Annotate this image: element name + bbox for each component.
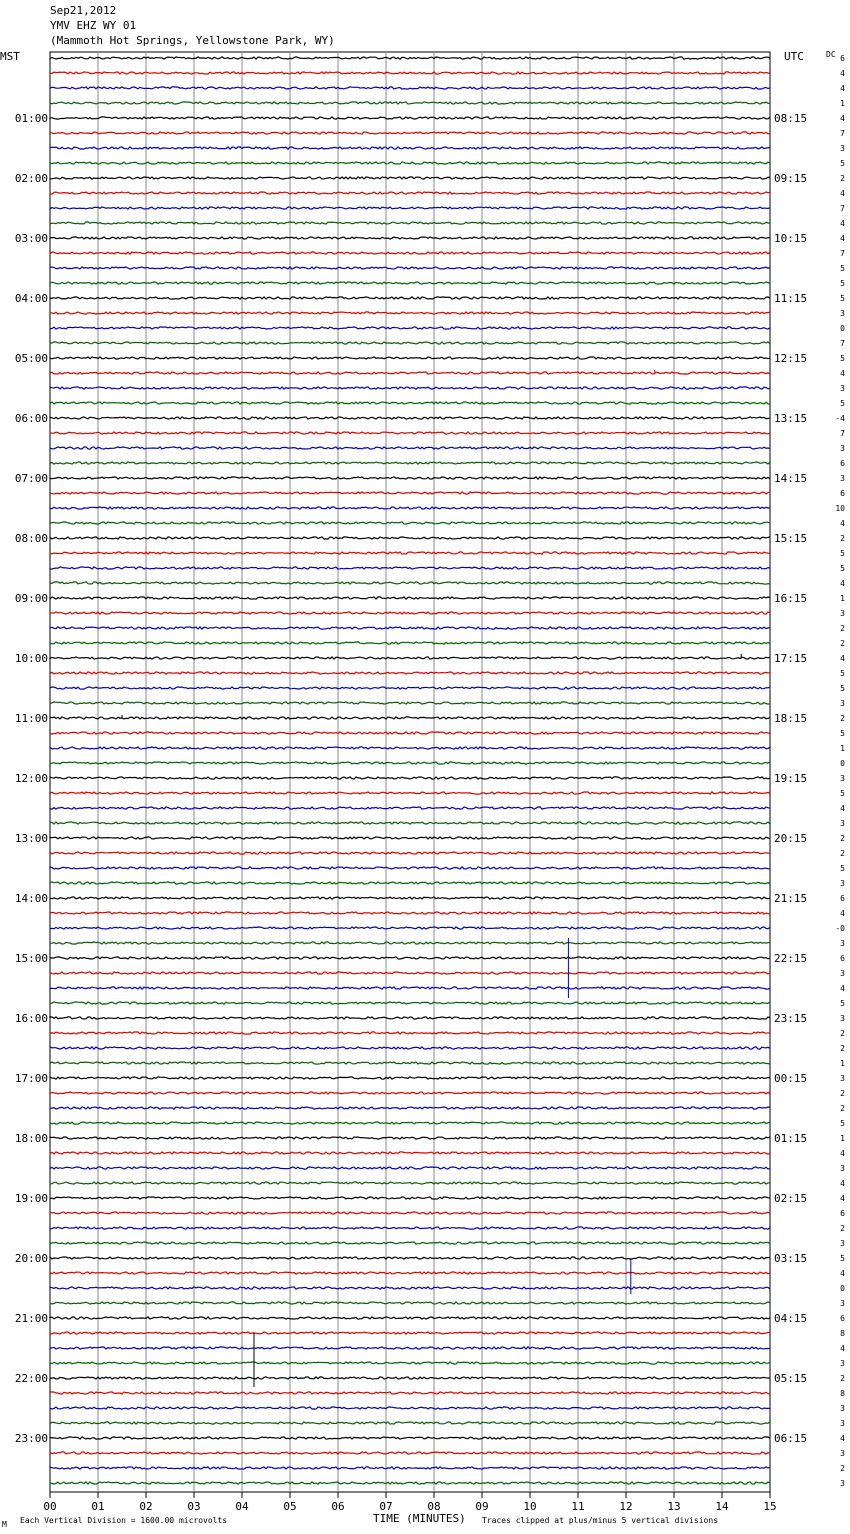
dc-offset-label: 2 xyxy=(840,714,845,723)
trace-line xyxy=(50,1407,770,1409)
trace-line xyxy=(50,282,770,284)
left-hour-label: 02:00 xyxy=(14,172,48,185)
trace-line xyxy=(50,432,770,434)
trace-line xyxy=(50,402,770,404)
dc-offset-label: 4 xyxy=(840,369,845,378)
trace-line xyxy=(50,357,770,359)
left-hour-label: 11:00 xyxy=(14,712,48,725)
x-axis-label: TIME (MINUTES) xyxy=(373,1512,466,1525)
trace-line xyxy=(50,867,770,869)
right-hour-label: 18:15 xyxy=(774,712,808,725)
trace-line xyxy=(50,177,770,179)
dc-offset-label: 3 xyxy=(840,474,845,483)
trace-line xyxy=(50,1257,770,1259)
trace-line xyxy=(50,492,770,494)
dc-offset-label: 2 xyxy=(840,1089,845,1098)
dc-offset-label: 5 xyxy=(840,729,845,738)
dc-offset-label: 7 xyxy=(840,249,845,258)
dc-offset-label: 4 xyxy=(840,984,845,993)
dc-offset-label: 5 xyxy=(840,999,845,1008)
dc-offset-label: 5 xyxy=(840,399,845,408)
dc-offset-label: 3 xyxy=(840,819,845,828)
dc-offset-label: 3 xyxy=(840,444,845,453)
left-hour-label: 04:00 xyxy=(14,292,48,305)
right-hour-label: 09:15 xyxy=(774,172,808,185)
dc-offset-label: 3 xyxy=(840,1239,845,1248)
dc-offset-label: 4 xyxy=(840,1194,845,1203)
dc-offset-label: 2 xyxy=(840,1104,845,1113)
trace-line xyxy=(50,1482,770,1484)
trace-line xyxy=(50,117,770,119)
dc-offset-label: 6 xyxy=(840,1314,845,1323)
dc-offset-label: 5 xyxy=(840,1119,845,1128)
dc-offset-label: 1 xyxy=(840,744,845,753)
left-hour-label: 08:00 xyxy=(14,532,48,545)
trace-line xyxy=(50,1332,770,1334)
dc-offset-label: 4 xyxy=(840,654,845,663)
x-tick-label: 03 xyxy=(187,1500,201,1513)
dc-offset-label: 6 xyxy=(840,1209,845,1218)
left-hour-label: 01:00 xyxy=(14,112,48,125)
trace-line xyxy=(50,777,770,779)
trace-line xyxy=(50,1227,770,1229)
trace-line xyxy=(50,1287,770,1289)
trace-line xyxy=(50,147,770,149)
trace-line xyxy=(50,1467,770,1469)
x-tick-label: 02 xyxy=(139,1500,153,1513)
dc-offset-label: 4 xyxy=(840,114,845,123)
x-tick-label: 07 xyxy=(379,1500,393,1513)
dc-offset-label: 2 xyxy=(840,639,845,648)
trace-line xyxy=(50,1392,770,1394)
trace-line xyxy=(50,222,770,224)
dc-offset-label: 3 xyxy=(840,309,845,318)
dc-offset-label: 7 xyxy=(840,339,845,348)
trace-line xyxy=(50,267,770,269)
dc-offset-label: 2 xyxy=(840,624,845,633)
trace-line xyxy=(50,192,770,194)
trace-line xyxy=(50,1437,770,1439)
x-tick-label: 15 xyxy=(763,1500,777,1513)
right-hour-label: 08:15 xyxy=(774,112,808,125)
right-hour-label: 17:15 xyxy=(774,652,808,665)
dc-offset-label: 8 xyxy=(840,1389,845,1398)
trace-line xyxy=(50,672,770,674)
dc-offset-label: 4 xyxy=(840,189,845,198)
dc-offset-label: 4 xyxy=(840,234,845,243)
trace-line xyxy=(50,1242,770,1244)
header-location: (Mammoth Hot Springs, Yellowstone Park, WY) xyxy=(50,34,335,47)
trace-line xyxy=(50,57,770,59)
left-hour-label: 10:00 xyxy=(14,652,48,665)
dc-offset-label: 4 xyxy=(840,69,845,78)
left-hour-label: 05:00 xyxy=(14,352,48,365)
trace-line xyxy=(50,927,770,929)
dc-offset-label: 5 xyxy=(840,159,845,168)
dc-offset-label: 3 xyxy=(840,699,845,708)
x-tick-label: 06 xyxy=(331,1500,345,1513)
dc-offset-label: 4 xyxy=(840,909,845,918)
dc-offset-label: 0 xyxy=(840,759,845,768)
trace-line xyxy=(50,522,770,524)
trace-line xyxy=(50,1002,770,1004)
trace-line xyxy=(50,132,770,134)
x-tick-label: 14 xyxy=(715,1500,729,1513)
left-hour-label: 16:00 xyxy=(14,1012,48,1025)
dc-offset-label: 0 xyxy=(840,324,845,333)
left-hour-label: 13:00 xyxy=(14,832,48,845)
x-tick-label: 09 xyxy=(475,1500,489,1513)
dc-offset-label: 6 xyxy=(840,54,845,63)
dc-offset-label: 4 xyxy=(840,519,845,528)
right-hour-label: 04:15 xyxy=(774,1312,808,1325)
trace-line xyxy=(50,252,770,254)
dc-offset-label: 3 xyxy=(840,1449,845,1458)
trace-line xyxy=(50,1032,770,1034)
dc-offset-label: 5 xyxy=(840,549,845,558)
trace-line xyxy=(50,627,770,629)
dc-offset-label: 1 xyxy=(840,99,845,108)
left-hour-label: 09:00 xyxy=(14,592,48,605)
trace-line xyxy=(50,1152,770,1154)
dc-offset-label: 2 xyxy=(840,834,845,843)
dc-offset-label: 1 xyxy=(840,1134,845,1143)
dc-offset-label: 5 xyxy=(840,279,845,288)
left-hour-label: 12:00 xyxy=(14,772,48,785)
trace-line xyxy=(50,87,770,89)
dc-offset-label: 3 xyxy=(840,1479,845,1488)
left-hour-label: 20:00 xyxy=(14,1252,48,1265)
dc-offset-label: 0 xyxy=(840,1284,845,1293)
right-hour-label: 00:15 xyxy=(774,1072,808,1085)
left-hour-label: 14:00 xyxy=(14,892,48,905)
trace-line xyxy=(50,897,770,899)
left-hour-label: 21:00 xyxy=(14,1312,48,1325)
trace-line xyxy=(50,327,770,329)
dc-offset-label: 3 xyxy=(840,774,845,783)
x-tick-label: 01 xyxy=(91,1500,105,1513)
trace-line xyxy=(50,552,770,554)
dc-offset-label: 10 xyxy=(835,504,845,513)
trace-line xyxy=(50,762,770,764)
trace-line xyxy=(50,1017,770,1019)
trace-line xyxy=(50,1137,770,1139)
trace-line xyxy=(50,747,770,749)
dc-offset-label: -4 xyxy=(835,414,845,423)
trace-line xyxy=(50,1302,770,1304)
right-hour-label: 14:15 xyxy=(774,472,808,485)
dc-offset-label: 3 xyxy=(840,609,845,618)
dc-offset-label: 4 xyxy=(840,579,845,588)
trace-line xyxy=(50,1182,770,1184)
right-hour-label: 22:15 xyxy=(774,952,808,965)
header-date: Sep21,2012 xyxy=(50,4,117,17)
left-hour-label: 22:00 xyxy=(14,1372,48,1385)
trace-line xyxy=(50,612,770,614)
trace-line xyxy=(50,567,770,569)
dc-offset-label: 3 xyxy=(840,144,845,153)
dc-offset-label: 2 xyxy=(840,174,845,183)
trace-line xyxy=(50,822,770,824)
dc-offset-label: 4 xyxy=(840,1269,845,1278)
trace-line xyxy=(50,297,770,299)
dc-offset-label: 5 xyxy=(840,789,845,798)
dc-offset-label: 4 xyxy=(840,1179,845,1188)
dc-offset-label: 3 xyxy=(840,879,845,888)
left-hour-label: 23:00 xyxy=(14,1432,48,1445)
trace-line xyxy=(50,162,770,164)
trace-line xyxy=(50,837,770,839)
trace-line xyxy=(50,387,770,389)
dc-offset-label: 3 xyxy=(840,1419,845,1428)
dc-offset-label: 3 xyxy=(840,1299,845,1308)
right-hour-label: 15:15 xyxy=(774,532,808,545)
x-tick-label: 11 xyxy=(571,1500,585,1513)
dc-offset-label: 2 xyxy=(840,534,845,543)
dc-offset-label: 3 xyxy=(840,969,845,978)
trace-line xyxy=(50,1107,770,1109)
dc-offset-label: 3 xyxy=(840,1164,845,1173)
right-hour-label: 11:15 xyxy=(774,292,808,305)
trace-line xyxy=(50,882,770,884)
trace-line xyxy=(50,462,770,464)
dc-offset-label: 3 xyxy=(840,1359,845,1368)
trace-line xyxy=(50,447,770,449)
dc-offset-label: 2 xyxy=(840,1029,845,1038)
left-hour-label: 17:00 xyxy=(14,1072,48,1085)
trace-line xyxy=(50,1212,770,1214)
trace-line xyxy=(50,1317,770,1319)
dc-header-label: DC xyxy=(826,50,836,59)
dc-offset-label: 1 xyxy=(840,594,845,603)
trace-line xyxy=(50,1422,770,1424)
x-tick-label: 05 xyxy=(283,1500,297,1513)
right-hour-label: 16:15 xyxy=(774,592,808,605)
clip-note: Traces clipped at plus/minus 5 vertical divisions xyxy=(482,1516,719,1525)
corner-mark: M xyxy=(2,1520,7,1529)
trace-line xyxy=(50,342,770,344)
right-hour-label: 03:15 xyxy=(774,1252,808,1265)
trace-line xyxy=(50,417,770,419)
trace-line xyxy=(50,687,770,689)
trace-line xyxy=(50,207,770,209)
right-hour-label: 10:15 xyxy=(774,232,808,245)
trace-line xyxy=(50,1272,770,1274)
dc-offset-label: 6 xyxy=(840,489,845,498)
dc-offset-label: -0 xyxy=(835,924,845,933)
dc-offset-label: 5 xyxy=(840,264,845,273)
trace-line xyxy=(50,957,770,959)
trace-line xyxy=(50,1362,770,1364)
x-tick-label: 13 xyxy=(667,1500,681,1513)
trace-line xyxy=(50,237,770,239)
trace-line xyxy=(50,537,770,539)
trace-line xyxy=(50,792,770,794)
right-hour-label: 20:15 xyxy=(774,832,808,845)
dc-offset-label: 4 xyxy=(840,1149,845,1158)
trace-line xyxy=(50,582,770,584)
trace-line xyxy=(50,312,770,314)
left-timezone-label: MST xyxy=(0,50,20,63)
trace-line xyxy=(50,477,770,479)
dc-offset-label: 5 xyxy=(840,669,845,678)
trace-line xyxy=(50,1197,770,1199)
x-tick-label: 00 xyxy=(43,1500,57,1513)
trace-line xyxy=(50,372,770,374)
dc-offset-label: 2 xyxy=(840,1374,845,1383)
trace-line xyxy=(50,597,770,599)
trace-line xyxy=(50,657,770,659)
trace-line xyxy=(50,1062,770,1064)
dc-offset-label: 2 xyxy=(840,1044,845,1053)
right-hour-label: 05:15 xyxy=(774,1372,808,1385)
dc-offset-label: 7 xyxy=(840,204,845,213)
right-hour-label: 06:15 xyxy=(774,1432,808,1445)
trace-line xyxy=(50,1377,770,1379)
trace-line xyxy=(50,942,770,944)
x-tick-label: 04 xyxy=(235,1500,249,1513)
dc-offset-label: 5 xyxy=(840,294,845,303)
trace-line xyxy=(50,732,770,734)
scale-note: Each Vertical Division = 1600.00 microvolts xyxy=(20,1516,228,1525)
right-hour-label: 12:15 xyxy=(774,352,808,365)
trace-line xyxy=(50,1047,770,1049)
left-hour-label: 03:00 xyxy=(14,232,48,245)
trace-line xyxy=(50,1092,770,1094)
right-hour-label: 13:15 xyxy=(774,412,808,425)
trace-line xyxy=(50,507,770,509)
trace-line xyxy=(50,1452,770,1454)
trace-line xyxy=(50,972,770,974)
dc-offset-label: 6 xyxy=(840,954,845,963)
dc-offset-label: 4 xyxy=(840,804,845,813)
trace-line xyxy=(50,72,770,74)
left-hour-label: 06:00 xyxy=(14,412,48,425)
dc-offset-label: 1 xyxy=(840,1059,845,1068)
dc-offset-label: 8 xyxy=(840,1329,845,1338)
trace-line xyxy=(50,717,770,719)
dc-offset-label: 5 xyxy=(840,564,845,573)
dc-offset-label: 4 xyxy=(840,1434,845,1443)
left-hour-label: 18:00 xyxy=(14,1132,48,1145)
dc-offset-label: 5 xyxy=(840,1254,845,1263)
trace-line xyxy=(50,642,770,644)
trace-line xyxy=(50,807,770,809)
dc-offset-label: 5 xyxy=(840,354,845,363)
dc-offset-label: 2 xyxy=(840,1464,845,1473)
trace-line xyxy=(50,1167,770,1169)
trace-line xyxy=(50,1347,770,1349)
dc-offset-label: 5 xyxy=(840,684,845,693)
trace-line xyxy=(50,912,770,914)
dc-offset-label: 4 xyxy=(840,1344,845,1353)
right-hour-label: 19:15 xyxy=(774,772,808,785)
right-hour-label: 01:15 xyxy=(774,1132,808,1145)
right-timezone-label: UTC xyxy=(784,50,804,63)
right-hour-label: 02:15 xyxy=(774,1192,808,1205)
trace-line xyxy=(50,102,770,104)
dc-offset-label: 5 xyxy=(840,864,845,873)
x-tick-label: 10 xyxy=(523,1500,537,1513)
dc-offset-label: 7 xyxy=(840,129,845,138)
dc-offset-label: 3 xyxy=(840,939,845,948)
trace-line xyxy=(50,702,770,704)
dc-offset-label: 3 xyxy=(840,1014,845,1023)
dc-offset-label: 7 xyxy=(840,429,845,438)
dc-offset-label: 3 xyxy=(840,1404,845,1413)
x-tick-label: 08 xyxy=(427,1500,441,1513)
left-hour-label: 19:00 xyxy=(14,1192,48,1205)
left-hour-label: 15:00 xyxy=(14,952,48,965)
trace-line xyxy=(50,1077,770,1079)
trace-line xyxy=(50,852,770,854)
left-hour-label: 07:00 xyxy=(14,472,48,485)
dc-offset-label: 6 xyxy=(840,894,845,903)
trace-line xyxy=(50,987,770,989)
header-station: YMV EHZ WY 01 xyxy=(50,19,137,32)
dc-offset-label: 3 xyxy=(840,1074,845,1083)
dc-offset-label: 3 xyxy=(840,384,845,393)
dc-offset-label: 6 xyxy=(840,459,845,468)
dc-offset-label: 2 xyxy=(840,1224,845,1233)
x-tick-label: 12 xyxy=(619,1500,633,1513)
dc-offset-label: 4 xyxy=(840,219,845,228)
trace-line xyxy=(50,1122,770,1124)
right-hour-label: 21:15 xyxy=(774,892,808,905)
right-hour-label: 23:15 xyxy=(774,1012,808,1025)
dc-offset-label: 2 xyxy=(840,849,845,858)
dc-offset-label: 4 xyxy=(840,84,845,93)
